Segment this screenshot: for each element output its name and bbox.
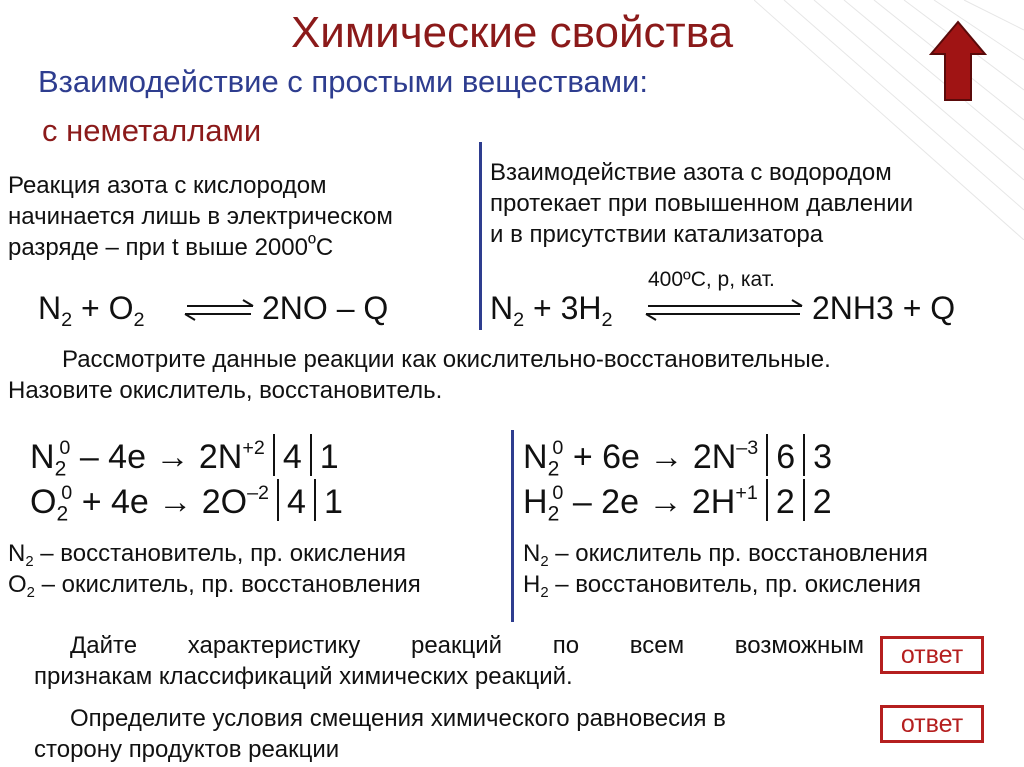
redox-right-legend [523, 538, 928, 600]
left-text-line: разряде – при t выше $2000^ºС$ [8, 230, 334, 261]
left-description [8, 170, 393, 263]
page-title: Химические свойства [290, 8, 734, 57]
left-text-line: начинается лишь в электрическом [8, 203, 393, 230]
task-redox-line2: Назовите окислитель, восстановитель. [8, 377, 443, 404]
section-title: с неметаллами [42, 113, 262, 148]
redox-left-legend [8, 538, 421, 600]
legend-line: $N_2$ – окислитель пр. восстановления [523, 540, 928, 571]
answer-button[interactable]: ответ [880, 705, 984, 743]
equation-product-no: 2NO – Q [262, 290, 389, 326]
task-equilibrium-line2: сторону продуктов реакции [34, 736, 340, 763]
legend-line: $H_2$ – восстановитель, пр. окисления [523, 571, 922, 602]
equilibrium-arrow-icon [183, 298, 255, 322]
right-text-line: Взаимодействие азота с водородом [490, 159, 892, 186]
task-classification-line1: Дайте характеристику реакций по всем возможным [70, 632, 864, 659]
legend-line: $N_2$ – восстановитель, пр. окисления [8, 540, 407, 571]
task-classification-line2: признакам классификаций химических реакций. [34, 663, 573, 690]
equation-product-nh3: 2NH3 + Q [812, 290, 956, 326]
equilibrium-arrow-icon [644, 298, 804, 322]
reaction-condition: 400ºС, р, кат. [648, 268, 775, 291]
redox-left-row2: $O_2^0 + 4e \to 2O^{-2}$ 4 1 [30, 479, 343, 522]
task-equilibrium-line1: Определите условия смещения химического равновесия в [70, 705, 726, 732]
left-text-line: Реакция азота с кислородом [8, 172, 327, 199]
subtitle: Взаимодействие с простыми веществами: [38, 64, 648, 99]
right-text-line: протекает при повышенном давлении [490, 190, 914, 217]
answer-button[interactable]: ответ [880, 636, 984, 674]
up-arrow-icon[interactable] [929, 20, 987, 102]
redox-right-row1: $N_2^0 + 6e \to 2N^{-3}$ 6 3 [523, 434, 832, 477]
equation-n2-o2: $N_2 + O_2$ [38, 290, 145, 331]
equation-n2-h2: $N_2 + 3H_2$ [490, 290, 613, 331]
legend-line: $O_2$ – окислитель, пр. восстановления [8, 571, 421, 602]
right-description [490, 157, 913, 250]
right-text-line: и в присутствии катализатора [490, 221, 824, 248]
divider-top [479, 142, 482, 330]
redox-left-row1: $N_2^0 - 4e \to 2N^{+2}$ 4 1 [30, 434, 339, 477]
redox-right-row2: $H_2^0 - 2e \to 2H^{+1}$ 2 2 [523, 479, 832, 522]
task-redox-line1: Рассмотрите данные реакции как окислительно-восстановительные. [62, 346, 831, 373]
divider-bottom [511, 430, 514, 622]
